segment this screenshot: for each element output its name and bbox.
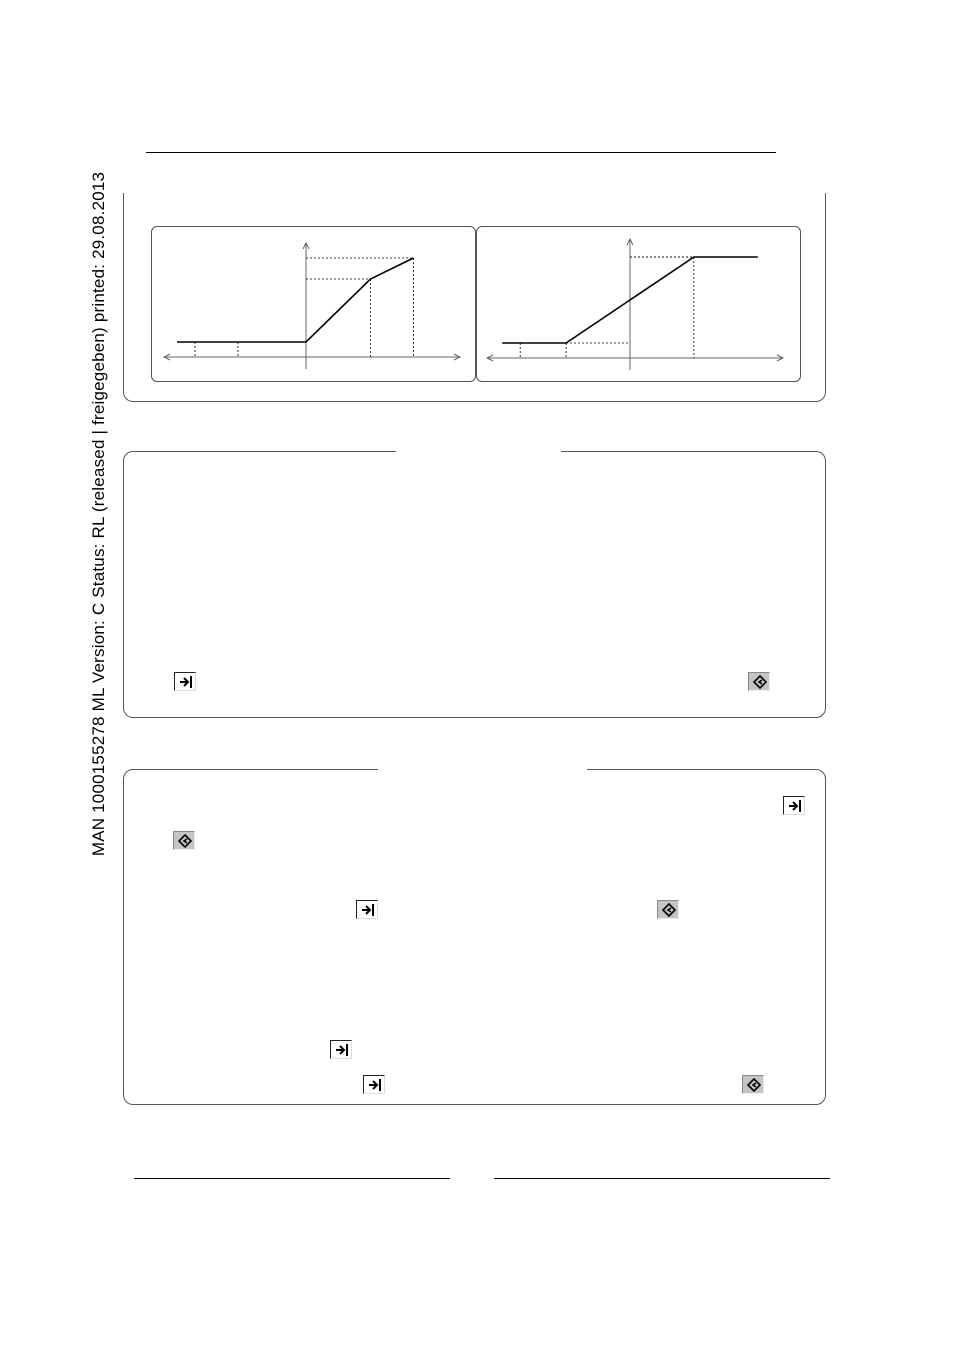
escape-key-icon <box>746 1078 762 1092</box>
left-graph <box>152 227 475 381</box>
section-2-title-gap <box>396 450 561 453</box>
right-graph-box <box>476 226 801 382</box>
escape-key[interactable] <box>657 900 679 919</box>
section-frame-3 <box>123 769 826 1105</box>
escape-key[interactable] <box>748 672 770 691</box>
escape-key-icon <box>661 903 677 917</box>
escape-key-icon <box>752 675 768 689</box>
enter-key[interactable] <box>363 1075 385 1094</box>
escape-key[interactable] <box>173 831 195 850</box>
series-line <box>177 258 414 342</box>
right-graph <box>477 227 800 381</box>
enter-key-icon <box>334 1043 350 1057</box>
escape-key-icon <box>177 834 193 848</box>
left-graph-box <box>151 226 476 382</box>
section-3-title-gap <box>378 768 587 771</box>
footer-rule-right <box>494 1178 830 1179</box>
section-frame-2 <box>123 451 826 718</box>
enter-key[interactable] <box>356 900 378 919</box>
enter-key[interactable] <box>330 1040 352 1059</box>
enter-key-icon <box>787 799 803 813</box>
enter-key-icon <box>360 903 376 917</box>
enter-key[interactable] <box>174 672 196 691</box>
enter-key-icon <box>367 1078 383 1092</box>
enter-key[interactable] <box>783 796 805 815</box>
header-rule <box>146 152 776 153</box>
enter-key-icon <box>178 675 194 689</box>
escape-key[interactable] <box>742 1075 764 1094</box>
print-status-note: MAN 1000155278 ML Version: C Status: RL (released | freigegeben) printed: 29.08.2013 <box>89 171 108 857</box>
footer-rule-left <box>134 1178 450 1179</box>
